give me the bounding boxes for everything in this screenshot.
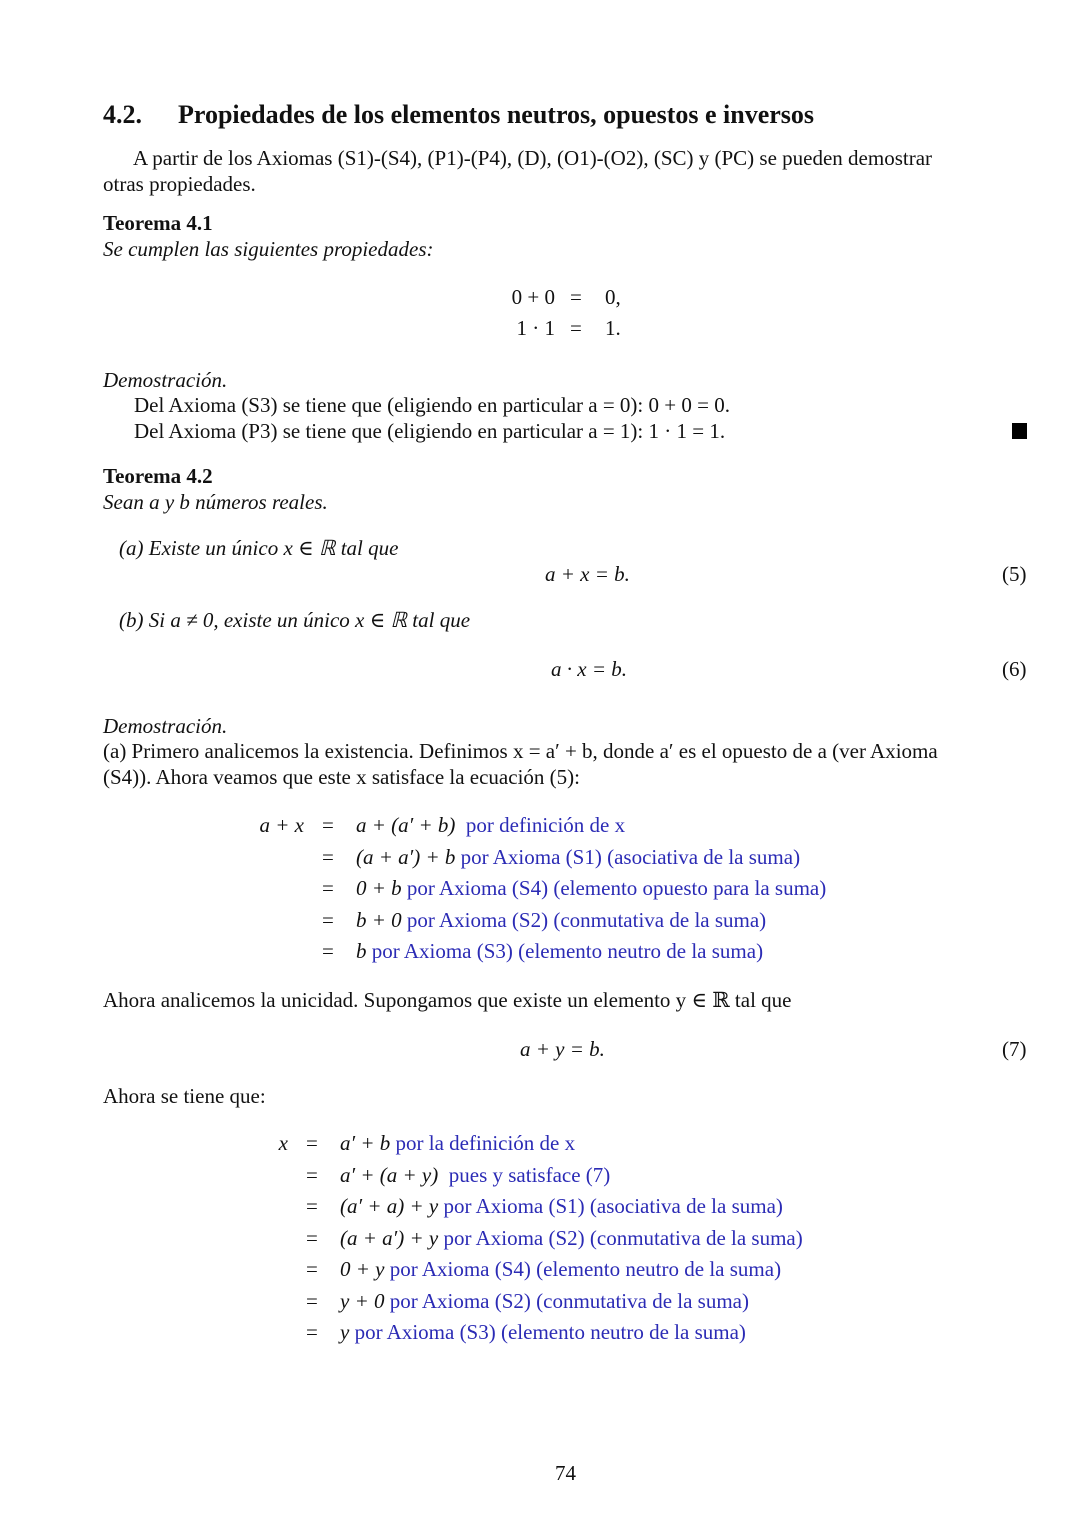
proof-line: Del Axioma (S3) se tiene que (eligiendo en particular a = 0): 0 + 0 = 0. [134,393,730,417]
equation-5: a + x = b. [545,562,630,586]
equation-7: a + y = b. [520,1037,605,1061]
chain-expr: b + 0 [356,908,402,932]
eq-rhs: 1. [605,316,621,340]
now-text: Ahora se tiene que: [103,1084,266,1108]
theorem-4-1-title: Teorema 4.1 [103,211,213,235]
equation-6: a · x = b. [551,657,627,681]
chain-equals: = [322,813,334,837]
chain-equals: = [306,1226,318,1250]
chain-expr: (a + a′) + y [340,1226,439,1250]
eq-sign: = [570,285,582,309]
eq-lhs: 1 · 1 [516,316,555,340]
chain-reason: por Axioma (S1) (asociativa de la suma) [443,1194,783,1218]
theorem-4-2-statement: Sean a y b números reales. [103,490,328,514]
chain-step [340,1289,749,1314]
chain-expr: y + 0 [340,1289,385,1313]
chain-step [356,876,826,901]
section-number: 4.2. [103,100,142,129]
chain-equals: = [306,1194,318,1218]
chain-expr: y [340,1320,350,1344]
theorem-4-2-title: Teorema 4.2 [103,464,213,488]
eq-lhs: 0 + 0 [511,285,555,309]
eq-sign: = [570,316,582,340]
equation-number-7: (7) [1002,1037,1027,1061]
chain-equals: = [306,1163,318,1187]
chain-step [356,845,800,870]
chain-equals: = [306,1320,318,1344]
eq-rhs: 0, [605,285,621,309]
chain-expr: 0 + y [340,1257,385,1281]
chain-reason: por Axioma (S2) (conmutativa de la suma) [389,1289,749,1313]
chain-step [340,1163,610,1188]
chain-equals: = [306,1289,318,1313]
proof-paragraph-line2: (S4)). Ahora veamos que este x satisface la ecuación (5): [103,765,580,789]
chain-reason: por Axioma (S2) (conmutativa de la suma) [406,908,767,932]
chain-step [340,1194,783,1219]
chain-step [340,1320,746,1345]
page-number: 74 [555,1461,576,1485]
intro-paragraph-line1: A partir de los Axiomas (S1)-(S4), (P1)-(P4), (D), (O1)-(O2), (SC) y (PC) se pueden demostrar [133,146,933,170]
chain-equals: = [322,845,334,869]
equation-number-5: (5) [1002,562,1027,586]
chain-step [356,813,625,838]
chain-reason: pues y satisface (7) [448,1163,611,1187]
theorem-part-a: (a) Existe un único x ∈ ℝ tal que [119,536,399,560]
chain-reason: por Axioma (S2) (conmutativa de la suma) [443,1226,803,1250]
proof-line: Del Axioma (P3) se tiene que (eligiendo en particular a = 1): 1 · 1 = 1. [134,419,726,443]
chain-equals: = [322,876,334,900]
chain-expr: (a′ + a) + y [340,1194,439,1218]
chain-reason: por Axioma (S4) (elemento neutro de la suma) [389,1257,782,1281]
chain-step [356,939,763,964]
chain-reason: por Axioma (S4) (elemento opuesto para la suma) [406,876,827,900]
chain-step [340,1131,575,1156]
chain-equals: = [322,939,334,963]
intro-paragraph-line2: otras propiedades. [103,172,256,196]
chain-step [340,1257,781,1282]
chain-reason: por definición de x [465,813,626,837]
theorem-4-1-statement: Se cumplen las siguientes propiedades: [103,237,434,261]
chain-step [340,1226,803,1251]
proof-paragraph-line1: (a) Primero analicemos la existencia. Definimos x = a′ + b, donde a′ es el opuesto de a (ver Axioma [103,739,938,763]
chain-expr: a + (a′ + b) [356,813,456,837]
proof-label: Demostración. [103,368,228,392]
chain-reason: por Axioma (S3) (elemento neutro de la suma) [354,1320,746,1344]
theorem-part-b: (b) Si a ≠ 0, existe un único x ∈ ℝ tal que [119,608,471,632]
equation-number-6: (6) [1002,657,1027,681]
chain-equals: = [306,1131,318,1155]
chain-lhs: a + x [259,813,304,837]
qed-square-icon [1012,423,1027,439]
uniqueness-paragraph: Ahora analicemos la unicidad. Supongamos que existe un elemento y ∈ ℝ tal que [103,988,792,1012]
chain-expr: a′ + b [340,1131,391,1155]
chain-expr: a′ + (a + y) [340,1163,439,1187]
chain-reason: por Axioma (S1) (asociativa de la suma) [460,845,801,869]
chain-expr: (a + a′) + b [356,845,456,869]
chain-step [356,908,766,933]
chain-reason: por la definición de x [395,1131,576,1155]
chain-equals: = [322,908,334,932]
chain-expr: 0 + b [356,876,402,900]
proof-label: Demostración. [103,714,228,738]
chain-reason: por Axioma (S3) (elemento neutro de la suma) [371,939,764,963]
section-title: Propiedades de los elementos neutros, opuestos e inversos [178,100,815,129]
chain-equals: = [306,1257,318,1281]
chain-lhs: x [278,1131,288,1155]
chain-expr: b [356,939,367,963]
